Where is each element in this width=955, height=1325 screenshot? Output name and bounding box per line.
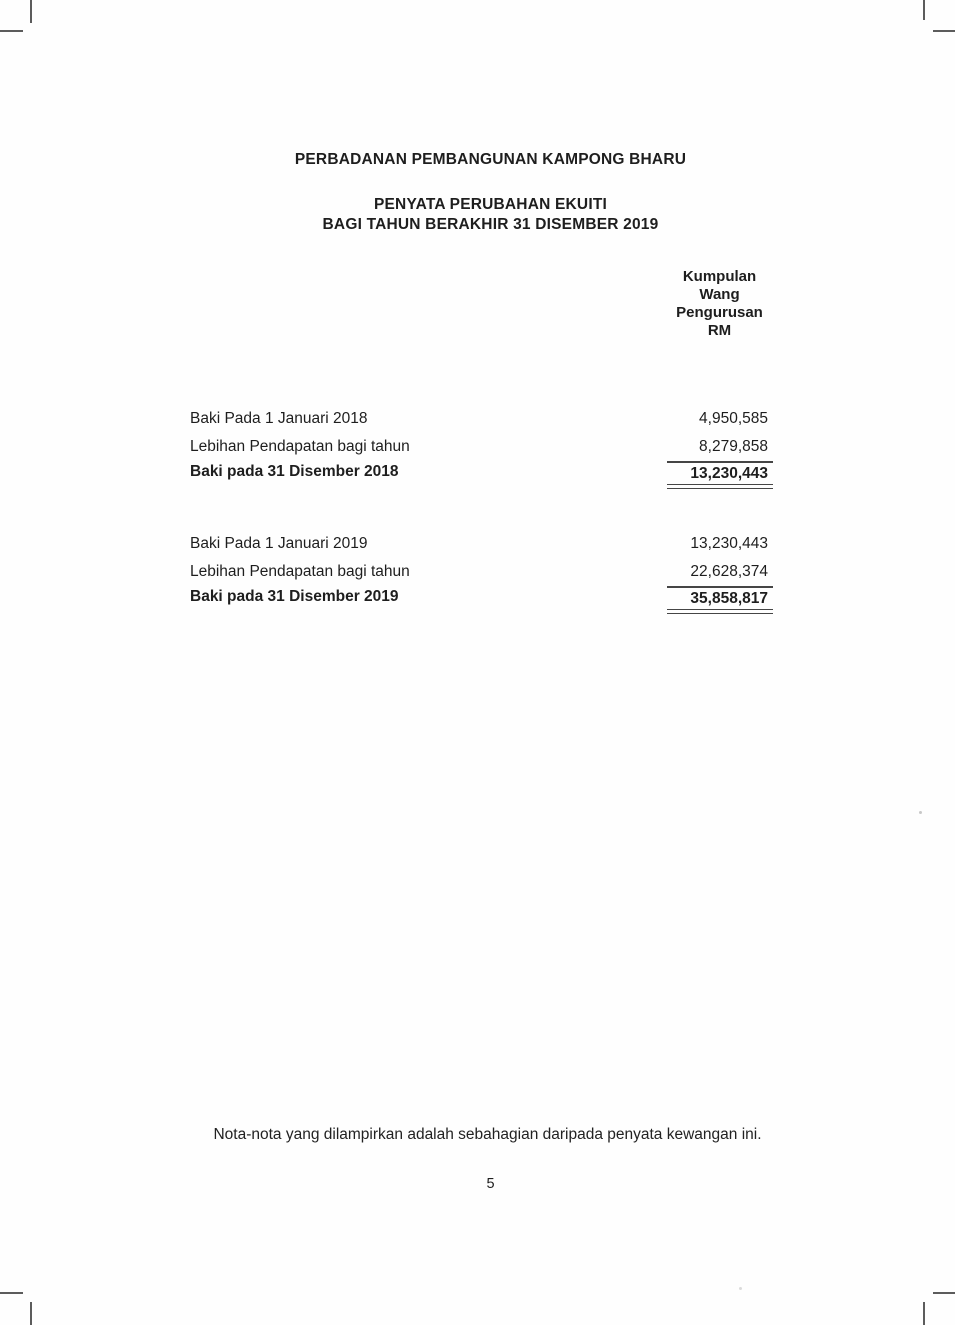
equity-section-2018 bbox=[190, 405, 773, 489]
row-value-total: 35,858,817 bbox=[667, 586, 773, 608]
row-value-total: 13,230,443 bbox=[667, 461, 773, 483]
row-label: Baki Pada 1 Januari 2019 bbox=[190, 535, 368, 552]
scan-corner-mark-top-left-vertical bbox=[30, 0, 32, 23]
organization-name: PERBADANAN PEMBANGUNAN KAMPONG BHARU bbox=[294, 151, 687, 168]
scan-corner-mark-top-left-horizontal bbox=[0, 30, 23, 32]
column-header-line: RM bbox=[707, 322, 732, 339]
page-number: 5 bbox=[486, 1176, 495, 1192]
row-label: Baki Pada 1 Januari 2018 bbox=[190, 410, 368, 427]
table-row bbox=[190, 530, 773, 558]
scan-speck bbox=[739, 1287, 742, 1290]
column-header-line: Pengurusan bbox=[676, 304, 763, 321]
table-row bbox=[190, 433, 773, 461]
column-header-kumpulan-wang-pengurusan bbox=[637, 268, 802, 340]
table-row-total bbox=[190, 586, 773, 608]
equity-section-2019 bbox=[190, 530, 773, 614]
scan-corner-mark-top-right-horizontal bbox=[933, 30, 955, 32]
scan-corner-mark-bottom-right-vertical bbox=[923, 1302, 925, 1325]
scan-corner-mark-top-right-vertical bbox=[923, 0, 925, 20]
row-label: Baki pada 31 Disember 2019 bbox=[190, 588, 399, 605]
row-label: Lebihan Pendapatan bagi tahun bbox=[190, 438, 410, 455]
scan-corner-mark-bottom-right-horizontal bbox=[933, 1292, 955, 1294]
column-header-line: Kumpulan bbox=[682, 268, 757, 285]
row-label: Baki pada 31 Disember 2018 bbox=[190, 463, 399, 480]
scan-corner-mark-bottom-left-horizontal bbox=[0, 1292, 23, 1294]
column-header-line: Wang bbox=[699, 286, 740, 303]
row-value: 4,950,585 bbox=[699, 410, 768, 427]
scan-corner-mark-bottom-left-vertical bbox=[30, 1302, 32, 1325]
statement-period: BAGI TAHUN BERAKHIR 31 DISEMBER 2019 bbox=[322, 216, 659, 233]
row-label: Lebihan Pendapatan bagi tahun bbox=[190, 563, 410, 580]
table-row bbox=[190, 405, 773, 433]
row-value: 13,230,443 bbox=[690, 535, 768, 552]
table-row bbox=[190, 558, 773, 586]
table-row-total bbox=[190, 461, 773, 483]
statement-title: PENYATA PERUBAHAN EKUITI bbox=[373, 196, 608, 213]
document-header bbox=[13, 151, 955, 235]
footer-note: Nota-nota yang dilampirkan adalah sebahagian daripada penyata kewangan ini. bbox=[213, 1126, 762, 1143]
row-value: 22,628,374 bbox=[690, 563, 768, 580]
scan-speck bbox=[919, 811, 922, 814]
row-value: 8,279,858 bbox=[699, 438, 768, 455]
